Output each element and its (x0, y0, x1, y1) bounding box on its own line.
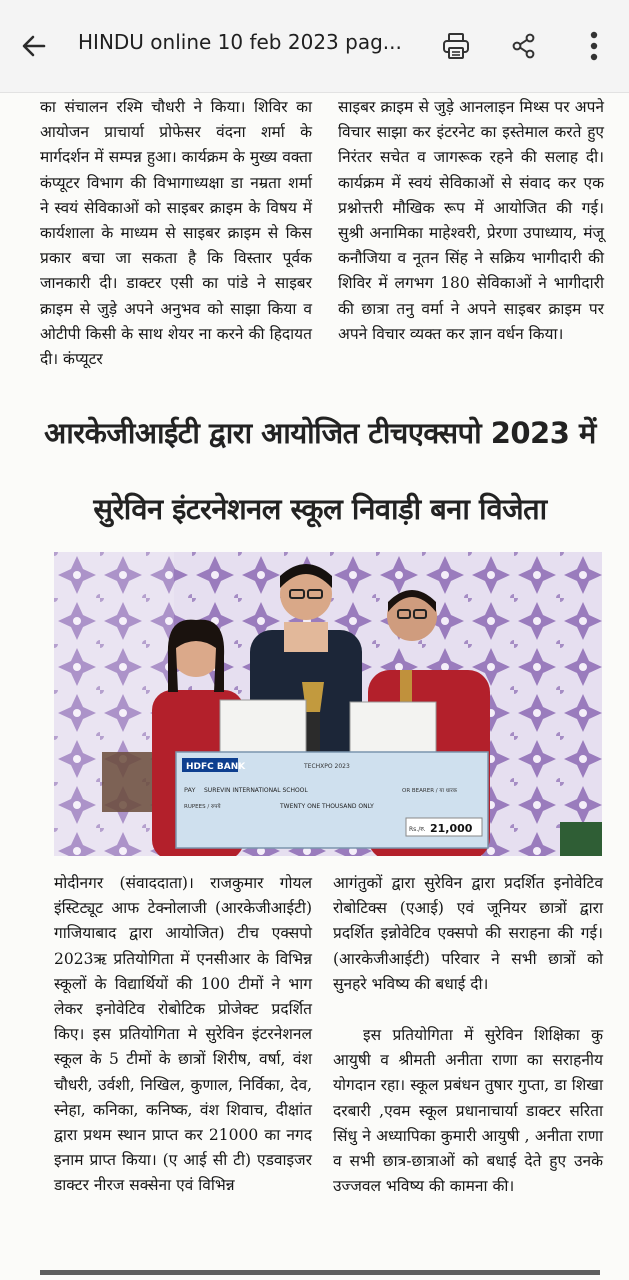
news-photo[interactable] (54, 552, 602, 856)
print-button[interactable] (436, 26, 476, 66)
article-bottom-right-paragraph-2: इस प्रतियोगिता में सुरेविन शिक्षिका कु आयुषी व श्रीमती अनीता राणा का सराहनीय योगदान रहा। स्कूल प्रबंधन तुषार गुप्ता, डा शिखा दरबारी ,एवम स्कूल प्रधानाचार्या डाक्टर सरिता सिंधु ने अध्यापिका कुमारी आयुषी , अनीता राणा व सभी छात्र-छात्राओं को बधाई देते हुए उनके उज्जवल भविष्य की कामना की। (333, 1026, 603, 1196)
next-headline-cutoff (40, 1261, 600, 1275)
article-top-left-column: का संचालन रश्मि चौधरी ने किया। शिविर का आयोजन प्राचार्या प्रोफेसर वंदना शर्मा के मार्गदर्शन में सम्पन्न हुआ। कार्यक्रम के मुख्य वक्ता कंप्यूटर विभाग की विभागाध्यक्षा डा नम्रता शर्मा ने स्वयं सेविकाओं को साइबर क्राइम के विषय में कार्यशाला के माध्यम से साइबर क्राइम से किस प्रकार बचा जा सकता है कि विस्तार पूर्वक जानकारी दी। डाक्टर एसी का पांडे ने साइबर क्राइम से जुड़े अपने अनुभव को साझा किया व ओटीपी किसी के साथ शेयर ना करने की हिदायत दी। कंप्यूटर (40, 98, 312, 369)
article-top-right-column: साइबर क्राइम से जुड़े आनलाइन मिथ्स पर अपने विचार साझा कर इंटरनेट का इस्तेमाल करते हुए निरंतर सचेत व जागरूक रहने की सलाह दी। कार्यक्रम में स्वयं सेविकाओं से संवाद कर एक प्रश्नोत्तरी मौखिक रूप में आयोजित की गई। सुश्री अनामिका माहेश्वरी, प्रेरणा उपाध्याय, मंजू कनौजिया व नूतन सिंह ने सक्रिय भागीदारी की शिविर में लगभग 180 सेविकाओं ने भागीदारी की छात्रा तनु वर्मा ने अपने साइबर क्राइम पर अपने विचार व्यक्त कर ज्ञान वर्धन किया। (338, 98, 604, 343)
cheque-amount: 21,000 (430, 822, 473, 835)
article-bottom-left-column: मोदीनगर (संवाददाता)। राजकुमार गोयल इंस्टिट्यूट आफ टेक्नोलाजी (आरकेजीआईटी) गाजियाबाद द्वारा आयोजित) टीच एक्सपो 2023ऋ प्रतियोगिता में एनसीआर के विभिन्न स्कूलों के विद्यार्थियों की 100 टीमों ने भाग लेकर इनोवेटिव रोबोटिक प्रोजेक्ट प्रदर्शित किए। इस प्रतियोगिता मे सुरेविन इंटरनेशनल स्कूल के 5 टीमों के छात्रों शिरीष, वर्षा, वंश चौधरी, उर्वशी, निखिल, कुणाल, निर्विका, देव, स्नेहा, कनिका, कनिष्क, वंश शिवाच, दीक्षांत द्वारा प्रथम स्थान प्राप्त कर 21000 का नगद इनाम प्राप्त किया। (ए आई सी टी) एडवाइजर डाक्टर नीरज सक्सेना एवं विभिन्न (54, 874, 312, 1195)
share-button[interactable] (504, 26, 544, 66)
arrow-left-icon (20, 32, 48, 60)
article-bottom-right-paragraph-1: आगंतुकों द्वारा सुरेविन द्वारा प्रदर्शित इनोवेटिव रोबोटिक्स (एआई) एवं जूनियर छात्रों द्वारा प्रदर्शित इन्नोवेटिव एक्सपो की सराहना की गई। (आरकेजीआईटी) परिवार ने सभी छात्रों को सुनहरे भविष्य की बधाई दी। (333, 874, 603, 993)
more-vertical-icon (588, 29, 600, 63)
photo-illustration (54, 552, 602, 856)
share-icon (510, 32, 538, 60)
cheque-event: TECHXPO 2023 (304, 763, 350, 770)
back-button[interactable] (14, 28, 54, 64)
cheque-bearer: OR BEARER / या धारक (402, 788, 458, 794)
cheque-rupees-label: RUPEES / रुपये (184, 804, 221, 810)
cheque-bank-name: HDFC BANK (186, 762, 246, 772)
cheque-amount-words: TWENTY ONE THOUSAND ONLY (280, 803, 374, 810)
cheque-rs-label: Rs./रु. (409, 826, 426, 833)
headline-line-2: सुरेविन इंटरनेशनल स्कूल निवाड़ी बना विजेता (93, 492, 547, 526)
app-bar (0, 0, 629, 93)
overflow-menu-button[interactable] (574, 26, 614, 66)
cheque-payee: SUREVIN INTERNATIONAL SCHOOL (204, 787, 308, 794)
print-icon (441, 31, 471, 61)
cheque-pay-label: PAY (184, 786, 196, 794)
headline-line-1: आरकेजीआईटी द्वारा आयोजित टीचएक्सपो 2023 में (44, 416, 596, 450)
document-title: HINDU online 10 feb 2023 pag... (78, 30, 402, 54)
newspaper-page[interactable] (0, 93, 629, 1280)
